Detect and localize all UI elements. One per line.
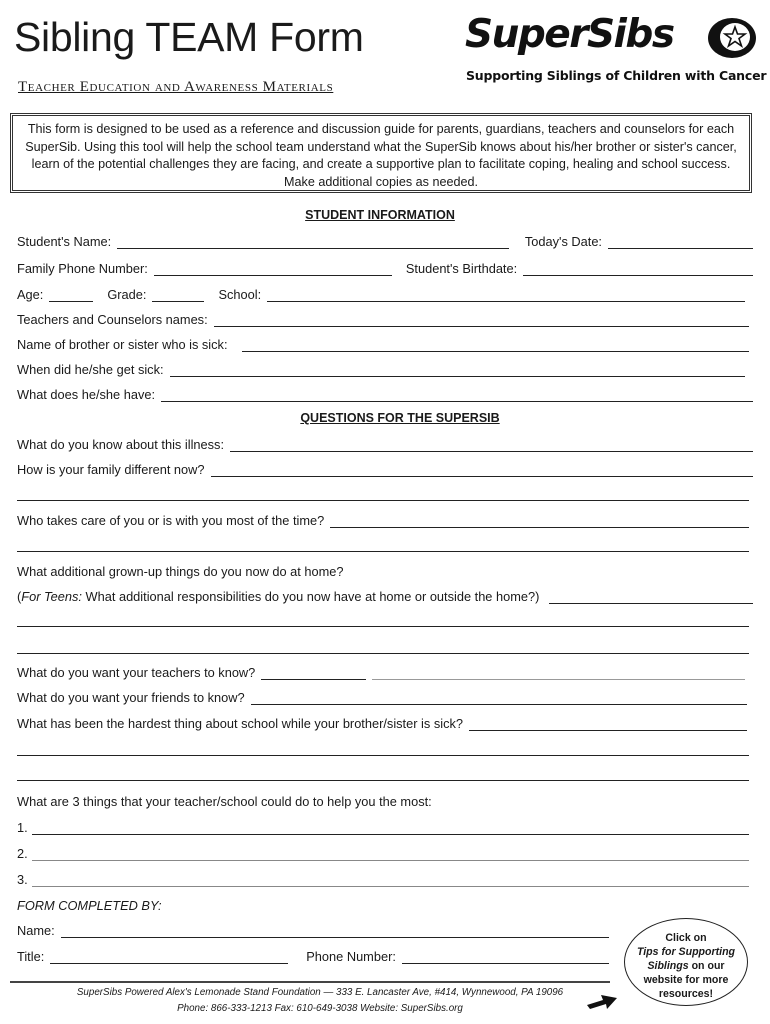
star-badge-icon [706, 16, 758, 60]
teens-row: (For Teens: What additional responsibilities do you now have at home or outside the home?) [17, 586, 753, 604]
hardest-row [17, 713, 753, 731]
questions-heading: QUESTIONS FOR THE SUPERSIB [300, 411, 500, 425]
completed-by-heading: FORM COMPLETED BY: [17, 898, 162, 913]
phone-birthdate-row [17, 258, 753, 276]
resources-badge[interactable]: Click on Tips for Supporting Siblings on our website for more resources! [624, 918, 748, 1006]
hardest-extra-line-1[interactable] [17, 755, 749, 756]
item-3-field[interactable] [32, 873, 749, 887]
sibling-name-label: Name of brother or sister who is sick: [17, 337, 228, 352]
want-friends-label: What do you want your friends to know? [17, 690, 245, 705]
completed-name-field[interactable] [61, 924, 609, 938]
want-friends-field[interactable] [251, 691, 747, 705]
completed-phone-field[interactable] [402, 950, 609, 964]
what-have-label: What does he/she have: [17, 387, 156, 402]
family-different-row [17, 459, 753, 477]
completed-name-row [17, 920, 609, 938]
who-cares-label: Who takes care of you or is with you most of the time? [17, 513, 325, 528]
want-friends-row [17, 687, 753, 705]
family-different-extra-line[interactable] [17, 500, 749, 501]
completed-name-label: Name: [17, 923, 55, 938]
item-1-field[interactable] [32, 821, 749, 835]
intro-box: This form is designed to be used as a reference and discussion guide for parents, guardians, teachers and counselors for each SuperSib. Using this tool will help the school team understand what the SuperSib knows about his/her brother or sister's cancer, learn of the potential challenges they are facing, and create a supportive plan to facilitate coping, healing and school success. Make additional copies as needed. [10, 113, 752, 193]
footer-address: SuperSibs Powered Alex's Lemonade Stand Foundation — 333 E. Lancaster Ave, #414, Wynnewood, PA 19096 [76, 987, 564, 998]
family-phone-label: Family Phone Number: [17, 261, 148, 276]
logo-tagline: Supporting Siblings of Children with Cancer [466, 68, 767, 83]
hardest-extra-line-2[interactable] [17, 780, 749, 781]
completed-title-field[interactable] [50, 950, 288, 964]
teens-extra-line-1[interactable] [17, 626, 749, 627]
want-teachers-field[interactable] [261, 666, 366, 680]
grown-up-label: What additional grown-up things do you now do at home? [17, 564, 344, 579]
todays-date-label: Today's Date: [524, 234, 602, 249]
students-name-label: Student's Name: [17, 234, 112, 249]
hardest-field[interactable] [469, 717, 747, 731]
students-name-row [17, 231, 753, 249]
what-have-field[interactable] [161, 388, 753, 402]
want-teachers-row [17, 662, 753, 680]
student-info-heading: STUDENT INFORMATION [305, 208, 455, 222]
grade-field[interactable] [152, 288, 204, 302]
who-cares-extra-line[interactable] [17, 551, 749, 552]
hardest-label: What has been the hardest thing about school while your brother/sister is sick? [17, 716, 463, 731]
three-things-item-3: 3. [17, 869, 753, 887]
age-field[interactable] [49, 288, 93, 302]
grown-up-row [17, 561, 753, 579]
know-illness-field[interactable] [230, 438, 753, 452]
age-grade-school-row [17, 284, 753, 302]
who-cares-field[interactable] [330, 514, 749, 528]
family-phone-field[interactable] [154, 262, 392, 276]
teens-field[interactable] [549, 590, 753, 604]
students-name-field[interactable] [117, 235, 509, 249]
title-phone-row [17, 946, 609, 964]
age-label: Age: [17, 287, 44, 302]
when-sick-field[interactable] [170, 363, 745, 377]
teachers-row [17, 309, 753, 327]
what-have-row [17, 384, 753, 402]
three-things-row [17, 791, 753, 809]
three-things-item-2: 2. [17, 843, 753, 861]
completed-title-label: Title: [17, 949, 45, 964]
sibling-name-row [17, 334, 753, 352]
three-things-label: What are 3 things that your teacher/school could do to help you the most: [17, 794, 432, 809]
family-different-label: How is your family different now? [17, 462, 205, 477]
birthdate-field[interactable] [523, 262, 753, 276]
school-field[interactable] [267, 288, 745, 302]
sibling-name-field[interactable] [242, 338, 749, 352]
who-cares-row [17, 510, 753, 528]
footer-contact: Phone: 866-333-1213 Fax: 610-649-3038 Website: SuperSibs.org [177, 1003, 463, 1014]
when-sick-row [17, 359, 753, 377]
school-label: School: [218, 287, 262, 302]
teachers-field[interactable] [214, 313, 749, 327]
three-things-item-1: 1. [17, 817, 753, 835]
item-2-field[interactable] [32, 847, 749, 861]
page-subtitle: Teacher Education and Awareness Materials [18, 79, 334, 95]
teens-label: What additional responsibilities do you now have at home or outside the home?) [81, 589, 540, 604]
footer-divider [10, 981, 610, 983]
teens-prefix: For Teens: [21, 589, 82, 604]
family-different-field[interactable] [211, 463, 753, 477]
supersibs-logo [462, 6, 767, 86]
page-title: Sibling TEAM Form [14, 14, 364, 60]
want-teachers-label: What do you want your teachers to know? [17, 665, 256, 680]
completed-phone-label: Phone Number: [306, 949, 396, 964]
logo-wordmark: SuperSibs [465, 12, 674, 57]
teachers-label: Teachers and Counselors names: [17, 312, 208, 327]
todays-date-field[interactable] [608, 235, 753, 249]
teens-extra-line-2[interactable] [17, 653, 749, 654]
grade-label: Grade: [107, 287, 147, 302]
when-sick-label: When did he/she get sick: [17, 362, 164, 377]
know-illness-label: What do you know about this illness: [17, 437, 224, 452]
know-illness-row [17, 434, 753, 452]
birthdate-label: Student's Birthdate: [405, 261, 518, 276]
